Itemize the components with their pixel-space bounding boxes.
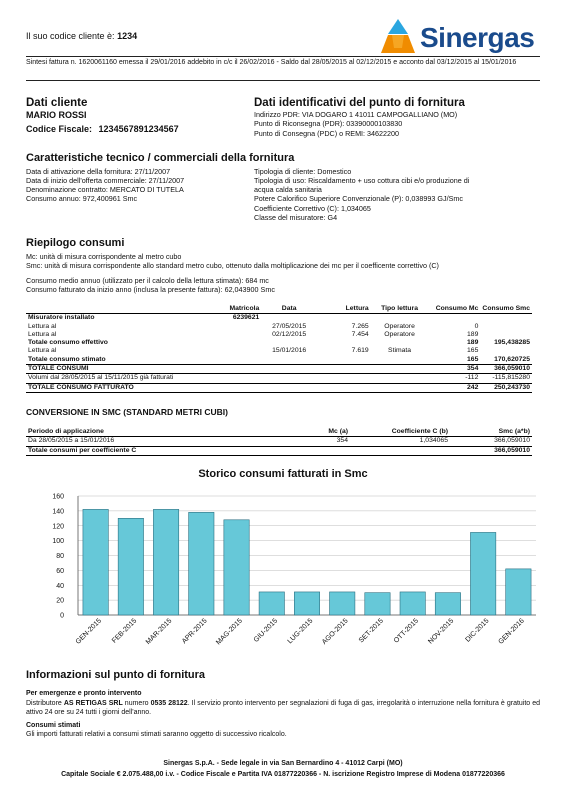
remi-code: Punto di Consegna (PDC) o REMI: 34622200 — [254, 128, 400, 138]
total-label-cell: Totale consumi per coefficiente C — [26, 446, 246, 455]
pdr-code: Punto di Riconsegna (PDR): 03390000103830 — [254, 119, 403, 129]
table-cell: Misuratore installato — [26, 314, 198, 323]
y-tick-label: 80 — [56, 553, 64, 560]
table-cell — [198, 374, 262, 383]
table-cell: 165 — [467, 347, 479, 355]
col-header — [26, 305, 198, 314]
smc-definition: Smc: unità di misura corrispondente allo standard metro cubo, ottenuto dalla moltiplicazione dei mc per il coefficente correttivo (C) — [26, 261, 439, 271]
table-cell — [371, 339, 429, 347]
conversion-table — [26, 428, 532, 456]
table-row — [26, 347, 532, 355]
table-cell — [198, 364, 262, 373]
conversion-title: CONVERSIONE IN SMC (STANDARD METRI CUBI) — [26, 407, 228, 417]
footer-line-1: Sinergas S.p.A. - Sede legale in via San Bernardino 4 - 41012 Carpi (MO) — [163, 760, 403, 767]
period-cell: Da 28/05/2015 a 15/01/2016 — [26, 437, 246, 446]
table-cell: Totale consumo stimato — [26, 356, 198, 365]
bar-mar-2015 — [153, 509, 178, 615]
x-tick-label: GEN-2016 — [497, 617, 526, 646]
y-tick-label: 100 — [52, 538, 64, 546]
total-coef-cell — [350, 446, 450, 455]
table-cell — [198, 356, 262, 365]
table-cell — [317, 356, 371, 365]
table-cell — [198, 383, 262, 392]
bar-gen-2015 — [83, 509, 108, 615]
x-tick-label: NOV-2015 — [427, 617, 456, 646]
table-cell — [261, 314, 317, 323]
sinergas-logo — [378, 16, 548, 58]
usage-type: Tipologia di uso: Riscaldamento + uso cottura cibi e/o produzione di — [254, 176, 470, 186]
table-cell — [371, 314, 429, 323]
y-tick-label: 140 — [52, 508, 64, 516]
x-tick-label: AGO-2015 — [321, 617, 350, 647]
smc-cell: 366,059010 — [450, 437, 532, 446]
table-cell: 0 — [474, 322, 479, 330]
table-cell — [371, 374, 429, 383]
client-code: 1234 — [117, 31, 138, 41]
table-row — [26, 339, 532, 347]
fiscal-code-label: Codice Fiscale: — [26, 124, 93, 134]
table-cell: 15/01/2016 — [272, 347, 307, 355]
emergency-text — [26, 699, 540, 717]
table-cell — [480, 347, 532, 355]
conversion-header — [26, 428, 532, 437]
table-cell: TOTALE CONSUMO FATTURATO — [26, 383, 198, 392]
table-cell: -112 — [428, 374, 480, 383]
table-cell: Operatore — [384, 330, 415, 338]
col-header: Data — [281, 305, 297, 312]
readings-header — [26, 305, 532, 314]
x-tick-label: LUG-2015 — [286, 617, 315, 646]
conversion-total-row — [26, 446, 532, 455]
bar-lug-2015 — [294, 592, 319, 615]
y-tick-label: 60 — [56, 567, 64, 575]
table-cell — [317, 314, 371, 323]
table-cell: 02/12/2015 — [272, 330, 307, 338]
characteristics-title: Caratteristiche tecnico / commerciali della fornitura — [26, 152, 295, 164]
table-cell: Totale consumo effettivo — [28, 339, 108, 347]
table-cell — [261, 374, 317, 383]
table-cell — [198, 339, 262, 347]
calorific-power: Potere Calorifico Superiore Convenzionale (P): 0,038993 GJ/Smc — [254, 194, 463, 204]
col-header: Coefficiente C (b) — [350, 428, 450, 437]
y-tick-label: 20 — [56, 597, 64, 605]
logo-text: Sinergas — [420, 22, 535, 53]
header-divider — [26, 56, 540, 57]
x-tick-label: MAG-2015 — [215, 617, 244, 647]
table-cell: 195,438285 — [494, 339, 530, 347]
bar-apr-2015 — [189, 512, 214, 615]
x-tick-label: FEB-2015 — [111, 617, 139, 645]
meter-class: Classe del misuratore: G4 — [254, 212, 338, 222]
pdr-address: Indirizzo PDR: VIA DOGARO 1 41011 CAMPOGALLIANO (MO) — [254, 110, 458, 119]
mc-cell: 354 — [246, 437, 350, 446]
table-cell — [317, 374, 371, 383]
conversion-row — [26, 437, 532, 446]
table-cell: 27/05/2015 — [272, 322, 307, 330]
total-mc-cell — [246, 446, 350, 455]
fiscal-code: 1234567891234567 — [98, 124, 179, 134]
consumption-chart — [26, 484, 540, 654]
col-header: Tipo lettura — [381, 305, 418, 312]
estimated-text: Gli importi fatturati relativi a consumi stimati saranno oggetto di successivo ricalcolo. — [26, 731, 287, 738]
x-tick-label: APR-2015 — [180, 617, 209, 646]
x-tick-label: GEN-2015 — [74, 617, 104, 646]
table-cell: 242 — [428, 383, 480, 392]
col-header: Periodo di applicazione — [26, 428, 246, 437]
table-cell: 250,243730 — [480, 383, 532, 392]
table-cell: -115,815280 — [480, 374, 532, 383]
average-consumption: Consumo medio annuo (utilizzato per il calcolo della lettura stimata): 684 mc — [26, 276, 269, 285]
table-cell — [317, 364, 371, 373]
readings-body — [26, 314, 532, 393]
activation-date: Data di attivazione della fornitura: 27/11/2007 — [26, 167, 171, 176]
coefficient-cell: 1,034065 — [350, 437, 450, 446]
table-cell: Operatore — [384, 322, 415, 330]
bar-dic-2015 — [470, 532, 495, 615]
col-header: Smc (a*b) — [450, 428, 532, 437]
col-header: Consumo Smc — [482, 305, 530, 312]
info-title: Informazioni sul punto di fornitura — [26, 669, 206, 681]
emergency-post: . Il servizio pronto intervento per segnalazioni di fuga di gas, irregolarità o interruzione nella fornitura è gratuito ed attivo 24 ore su 24 tutti i giorni dell'anno. — [26, 700, 541, 717]
x-tick-label: MAR-2015 — [144, 617, 174, 647]
characteristics-left — [26, 167, 184, 204]
table-cell: Volumi dal 28/05/2015 al 15/11/2015 già fatturati — [26, 374, 198, 383]
table-row — [26, 323, 532, 331]
table-cell: 6239621 — [198, 314, 262, 323]
correction-coefficient: Coefficiente Correttivo (C): 1,034065 — [254, 203, 371, 213]
table-cell — [428, 314, 480, 323]
bar-ott-2015 — [400, 592, 425, 615]
logo-flame-icon — [378, 18, 418, 56]
x-tick-label: SET-2015 — [357, 617, 385, 645]
table-cell — [261, 364, 317, 373]
bar-feb-2015 — [118, 518, 143, 615]
table-cell — [198, 331, 262, 339]
y-tick-label: 0 — [60, 612, 64, 620]
bar-set-2015 — [365, 593, 390, 615]
readings-table — [26, 305, 532, 393]
table-cell: Lettura al — [28, 347, 57, 355]
client-section-title: Dati cliente — [26, 97, 88, 109]
chart-title: Storico consumi fatturati in Smc — [198, 468, 368, 480]
footer-line-2: Capitale Sociale € 2.075.488,00 i.v. - Codice Fiscale e Partita IVA 01877220366 - N. iscrizione Registro Imprese di Modena 01877220366 — [61, 771, 505, 778]
table-cell — [198, 323, 262, 331]
bar-nov-2015 — [435, 593, 460, 615]
table-row — [26, 331, 532, 339]
summary-definitions — [26, 252, 439, 271]
y-tick-label: 40 — [56, 582, 64, 590]
table-cell: 189 — [467, 330, 479, 338]
bar-mag-2015 — [224, 520, 249, 615]
total-smc-cell: 366,059010 — [450, 446, 532, 455]
mc-definition: Mc: unità di misura corrispondente al metro cubo — [26, 252, 182, 261]
col-header: Lettura — [345, 305, 369, 312]
table-cell: 170,620725 — [480, 356, 532, 365]
table-cell — [317, 339, 371, 347]
table-cell: 189 — [467, 339, 479, 347]
table-cell — [371, 356, 429, 365]
table-cell: Lettura al — [28, 322, 57, 330]
table-cell: 165 — [428, 356, 480, 365]
emergency-mid: numero — [122, 700, 151, 707]
y-tick-label: 160 — [52, 493, 64, 501]
x-tick-label: GIU-2015 — [252, 617, 280, 644]
table-cell — [198, 347, 262, 355]
table-row — [26, 383, 532, 392]
table-cell — [371, 383, 429, 392]
table-cell: 7.619 — [351, 347, 369, 355]
table-cell: Stimata — [388, 347, 412, 355]
table-cell — [480, 323, 532, 331]
table-cell — [317, 383, 371, 392]
bar-ago-2015 — [330, 592, 355, 615]
y-tick-label: 120 — [52, 523, 64, 531]
table-row — [26, 314, 532, 323]
invoice-summary-line: Sintesi fattura n. 1620061160 emessa il 29/01/2016 addebito in c/c il 26/02/2016 - Saldo dal 28/05/2015 al 02/12/2015 e acconto dal 03/12/2015 al 15/01/2016 — [26, 59, 517, 66]
client-name: MARIO ROSSI — [26, 110, 87, 120]
bar-giu-2015 — [259, 592, 284, 615]
supply-point-details — [254, 110, 457, 138]
table-cell — [480, 331, 532, 339]
table-cell: 7.454 — [351, 330, 369, 338]
emergency-title: Per emergenze e pronto intervento — [26, 690, 142, 697]
table-cell — [480, 314, 532, 323]
table-row — [26, 374, 532, 383]
table-cell: TOTALE CONSUMI — [26, 364, 198, 373]
col-header: Mc (a) — [246, 428, 350, 437]
x-tick-label: OTT-2015 — [392, 617, 421, 645]
table-cell: 366,059010 — [480, 364, 532, 373]
annual-consumption: Consumo annuo: 972,400961 Smc — [26, 194, 138, 204]
summary-divider — [26, 80, 540, 81]
summary-consumption — [26, 276, 275, 295]
emergency-pre: Distributore — [26, 700, 64, 707]
client-code-line — [26, 31, 137, 42]
table-cell — [371, 364, 429, 373]
billed-consumption: Consumo fatturato da inizio anno (inclusa la presente fattura): 62,043900 Smc — [26, 285, 275, 295]
distributor-name: AS RETIGAS SRL — [63, 700, 123, 707]
bar-gen-2016 — [506, 569, 531, 615]
offer-start-date: Data di inizio dell'offerta commerciale: 27/11/2007 — [26, 176, 185, 186]
table-cell — [261, 383, 317, 392]
fiscal-code-line — [26, 124, 179, 135]
table-cell: 354 — [428, 364, 480, 373]
x-tick-label: DIC-2015 — [464, 617, 491, 644]
usage-type-cont: acqua calda sanitaria — [254, 185, 322, 195]
supply-point-title: Dati identificativi del punto di fornitura — [254, 97, 465, 109]
table-cell — [261, 356, 317, 365]
emergency-number: 0535 28122 — [150, 700, 188, 707]
col-header: Matricola — [229, 305, 260, 312]
client-code-label: Il suo codice cliente è: — [26, 31, 115, 41]
estimated-title: Consumi stimati — [26, 722, 81, 729]
table-cell: Lettura al — [28, 330, 57, 338]
table-row — [26, 356, 532, 365]
table-cell — [261, 339, 317, 347]
client-type: Tipologia di cliente: Domestico — [254, 167, 352, 176]
contract-name: Denominazione contratto: MERCATO DI TUTELA — [26, 185, 184, 195]
table-row — [26, 364, 532, 373]
summary-title: Riepilogo consumi — [26, 237, 125, 249]
col-header: Consumo Mc — [435, 305, 479, 312]
characteristics-right — [254, 167, 469, 222]
table-cell: 7.265 — [351, 322, 369, 330]
